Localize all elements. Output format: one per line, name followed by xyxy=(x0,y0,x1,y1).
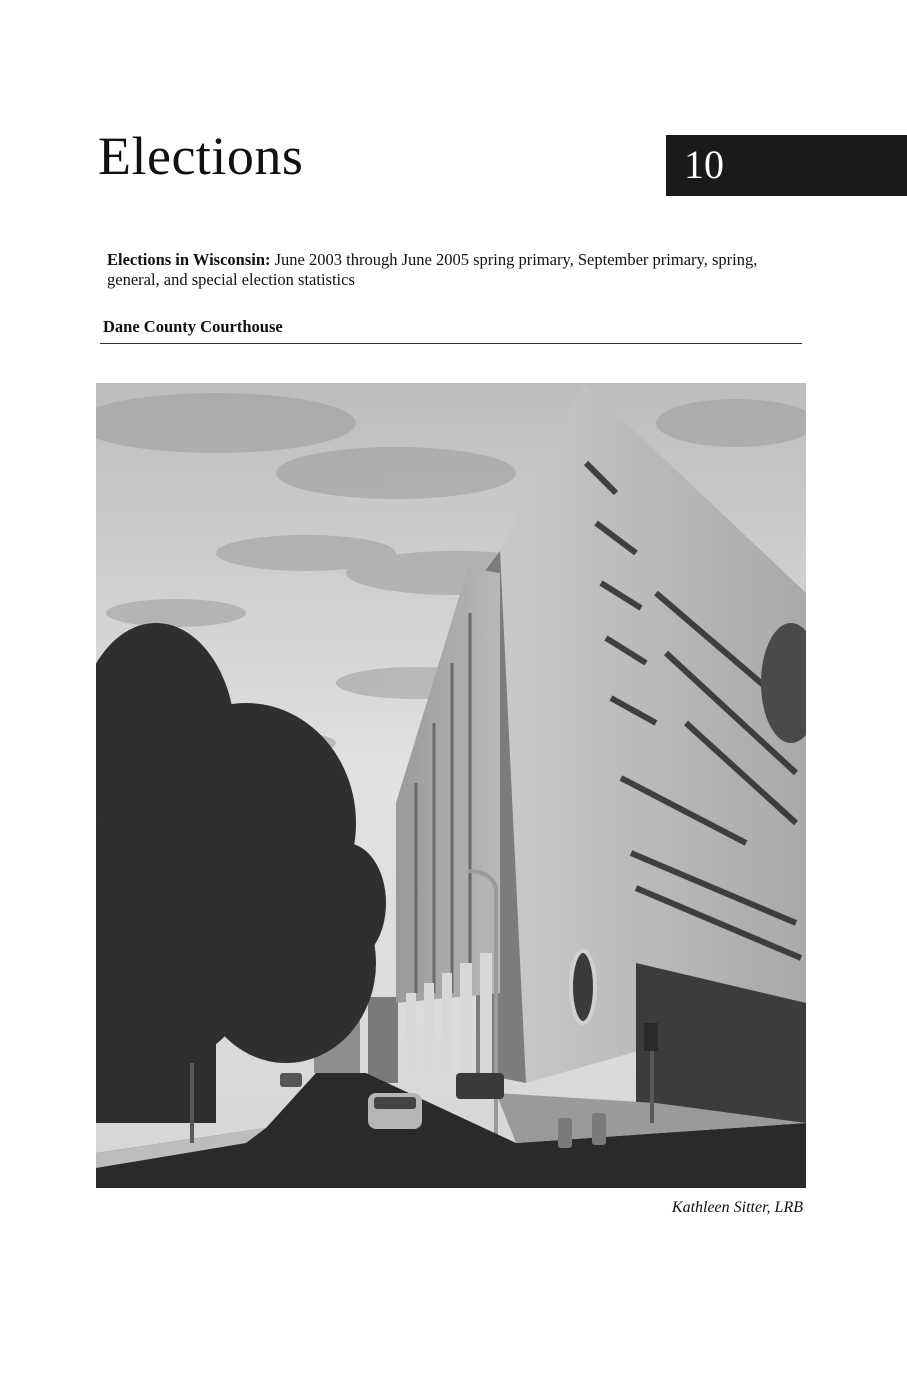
chapter-number: 10 xyxy=(684,142,724,187)
intro-lead: Elections in Wisconsin: xyxy=(107,250,271,269)
courthouse-photo xyxy=(96,383,806,1188)
heading-rule xyxy=(100,343,802,344)
chapter-title: Elections xyxy=(98,126,304,186)
chapter-intro xyxy=(107,250,807,290)
intro-text: June 2003 through June 2005 spring primary, September primary, spring, general, and special election statistics xyxy=(107,250,758,289)
chapter-number-tab xyxy=(666,135,907,196)
photo-credit: Kathleen Sitter, LRB xyxy=(671,1199,803,1216)
section-heading: Dane County Courthouse xyxy=(103,317,283,336)
